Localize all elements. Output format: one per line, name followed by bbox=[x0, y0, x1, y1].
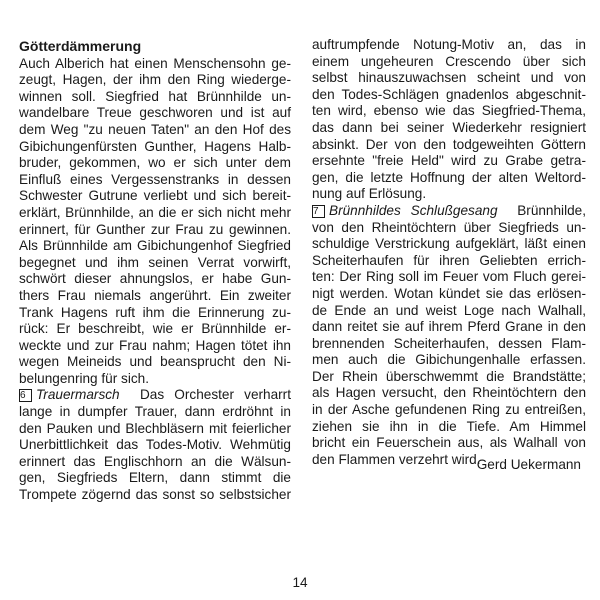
track-6-paragraph bbox=[19, 404, 291, 504]
text-line: dem Weg "zu neuen Taten" an den Hof des bbox=[19, 121, 291, 137]
text-line: ersehnte "freie Held" wird zu Grabe getra- bbox=[312, 153, 586, 169]
text-line: wegen Meineids und beansprucht den Ni- bbox=[19, 354, 291, 370]
text-line: auftrumpfende Notung-Motiv an, das in bbox=[312, 37, 586, 52]
text-line: den Flammen verzehrt wird. bbox=[312, 451, 481, 467]
text-line: rück: Er beschreibt, wie er Brünnhilde er- bbox=[19, 321, 291, 337]
text-line: Schwester Gutrune verliebt und sich bereit- bbox=[19, 188, 291, 204]
text-line: ziehen sie ihn in die Tiefe. Am Himmel bbox=[312, 418, 586, 434]
text-line: das dann bei seiner Wiederkehr resigniert bbox=[312, 119, 586, 135]
text-line: weckte und zur Frau nahm; Hagen tötet ihn bbox=[19, 337, 291, 353]
text-line: Der Rhein überschwemmt die Brandstätte; bbox=[312, 368, 586, 384]
text-line: bricht ein Feuerschein aus, als Walhall von bbox=[312, 435, 586, 451]
page-number: 14 bbox=[292, 575, 308, 590]
right-column bbox=[312, 37, 586, 468]
text-line: nung auf Erlösung. bbox=[312, 186, 427, 202]
track-7-paragraph bbox=[312, 220, 586, 469]
left-column bbox=[19, 38, 291, 504]
text-line: von den Rheintöchtern über Siegfrieds un- bbox=[312, 219, 586, 235]
text-line: den Todes-Schlägen gnadenlos abgeschnit- bbox=[312, 86, 586, 102]
text-line: einem ungeheuren Crescendo über sich bbox=[312, 53, 586, 69]
text-line: Trompete zögernd das sonst so selbstsicher bbox=[19, 487, 291, 503]
text-line: belungenring für sich. bbox=[19, 370, 149, 386]
text-line: Unerbittlichkeit das Todes-Motiv. Wehmütig bbox=[19, 437, 291, 453]
text-line: selbst hinauszuwachsen scheint und von bbox=[312, 70, 586, 86]
text-line: de Ende an und weist Loge nach Walhall, bbox=[312, 302, 586, 318]
text-line: nigt werden. Wotan kündet sie das erlösen- bbox=[312, 285, 586, 301]
continuation-paragraph bbox=[312, 37, 586, 203]
text-line: begegnet und ihm seinen Verrat vorwirft, bbox=[19, 254, 291, 270]
text-line: erklärt, Brünnhilde, an die er sich nicht mehr bbox=[19, 204, 291, 220]
track-6-first-line: Das Orchester verharrt bbox=[139, 387, 291, 403]
section-heading: Götterdämmerung bbox=[19, 38, 142, 54]
text-line: gen, Siegfrieds Eltern, dann stimmt die bbox=[19, 470, 291, 486]
text-line: wandelbare Treue geschworen und ist auf bbox=[19, 105, 291, 121]
text-line: den Pauken und Blechbläsern mit feierlicher bbox=[19, 420, 291, 436]
track-6-header-line bbox=[19, 387, 291, 404]
text-line: dann reitet sie auf ihrem Pferd Grane in den bbox=[312, 319, 586, 335]
text-line: absinkt. Der von den todgeweihten Göttern bbox=[312, 136, 586, 152]
text-line: brennenden Scheiterhaufen, dessen Flam- bbox=[312, 335, 586, 351]
text-line: in der Asche gefundenen Ring zu entreißen, bbox=[312, 402, 586, 418]
text-line: Einfluß eines Vergessenstranks in dessen bbox=[19, 171, 291, 187]
text-line: Scheiterhaufen für ihren Geliebten errich- bbox=[312, 252, 586, 268]
track-7-title: Brünnhildes Schlußgesang bbox=[329, 202, 498, 218]
intro-paragraph bbox=[19, 56, 291, 388]
text-line: schwört dieser ahnungslos, er habe Gun- bbox=[19, 271, 291, 287]
text-line: Trank Hagens ruft ihm die Erinnerung zu- bbox=[19, 304, 291, 320]
text-line: schuldige Verstrickung aufgeklärt, läßt einen bbox=[312, 236, 586, 252]
text-line: bruder, gekommen, wo er sich unter dem bbox=[19, 155, 291, 171]
text-line: erinnert das Englischhorn an die Wälsun- bbox=[19, 453, 291, 469]
text-line: gen, die letzte Hoffnung der alten Weltord- bbox=[312, 169, 586, 185]
text-line: thers Frau niemals angerührt. Ein zweiter bbox=[19, 287, 291, 303]
text-line: lange in dumpfer Trauer, dann erdröhnt in bbox=[19, 404, 291, 420]
text-line: Gibichungenfürsten Gunther, Hagens Halb- bbox=[19, 138, 291, 154]
track-7-first-line: Brünnhilde, bbox=[517, 202, 586, 218]
text-line: als Hagen versucht, den Rheintöchtern den bbox=[312, 385, 586, 401]
text-line: Als Brünnhilde am Gibichungenhof Siegfried bbox=[19, 238, 291, 254]
text-line: Auch Alberich hat einen Menschensohn ge- bbox=[19, 55, 291, 71]
text-line: ten wird, ebenso wie das Siegfried-Thema, bbox=[312, 103, 586, 119]
track-6-number: 6 bbox=[19, 389, 32, 402]
text-line: men auch die Gibichungenhalle erfassen. bbox=[312, 352, 586, 368]
text-line: zeugt, Hagen, der ihm den Ring wiederge- bbox=[19, 72, 291, 88]
author-signature: Gerd Uekermann bbox=[476, 457, 581, 472]
track-7-number: 7 bbox=[312, 205, 325, 218]
text-line: ten: Der Ring soll im Feuer vom Fluch gerei- bbox=[312, 269, 586, 285]
track-6-title: Trauermarsch bbox=[36, 387, 120, 403]
text-line: winnen soll. Siegfried hat Brünnhilde un- bbox=[19, 88, 291, 104]
track-7-header-line bbox=[312, 203, 586, 220]
text-line: erinnert, für Gunther zur Frau zu gewinnen. bbox=[19, 221, 291, 237]
